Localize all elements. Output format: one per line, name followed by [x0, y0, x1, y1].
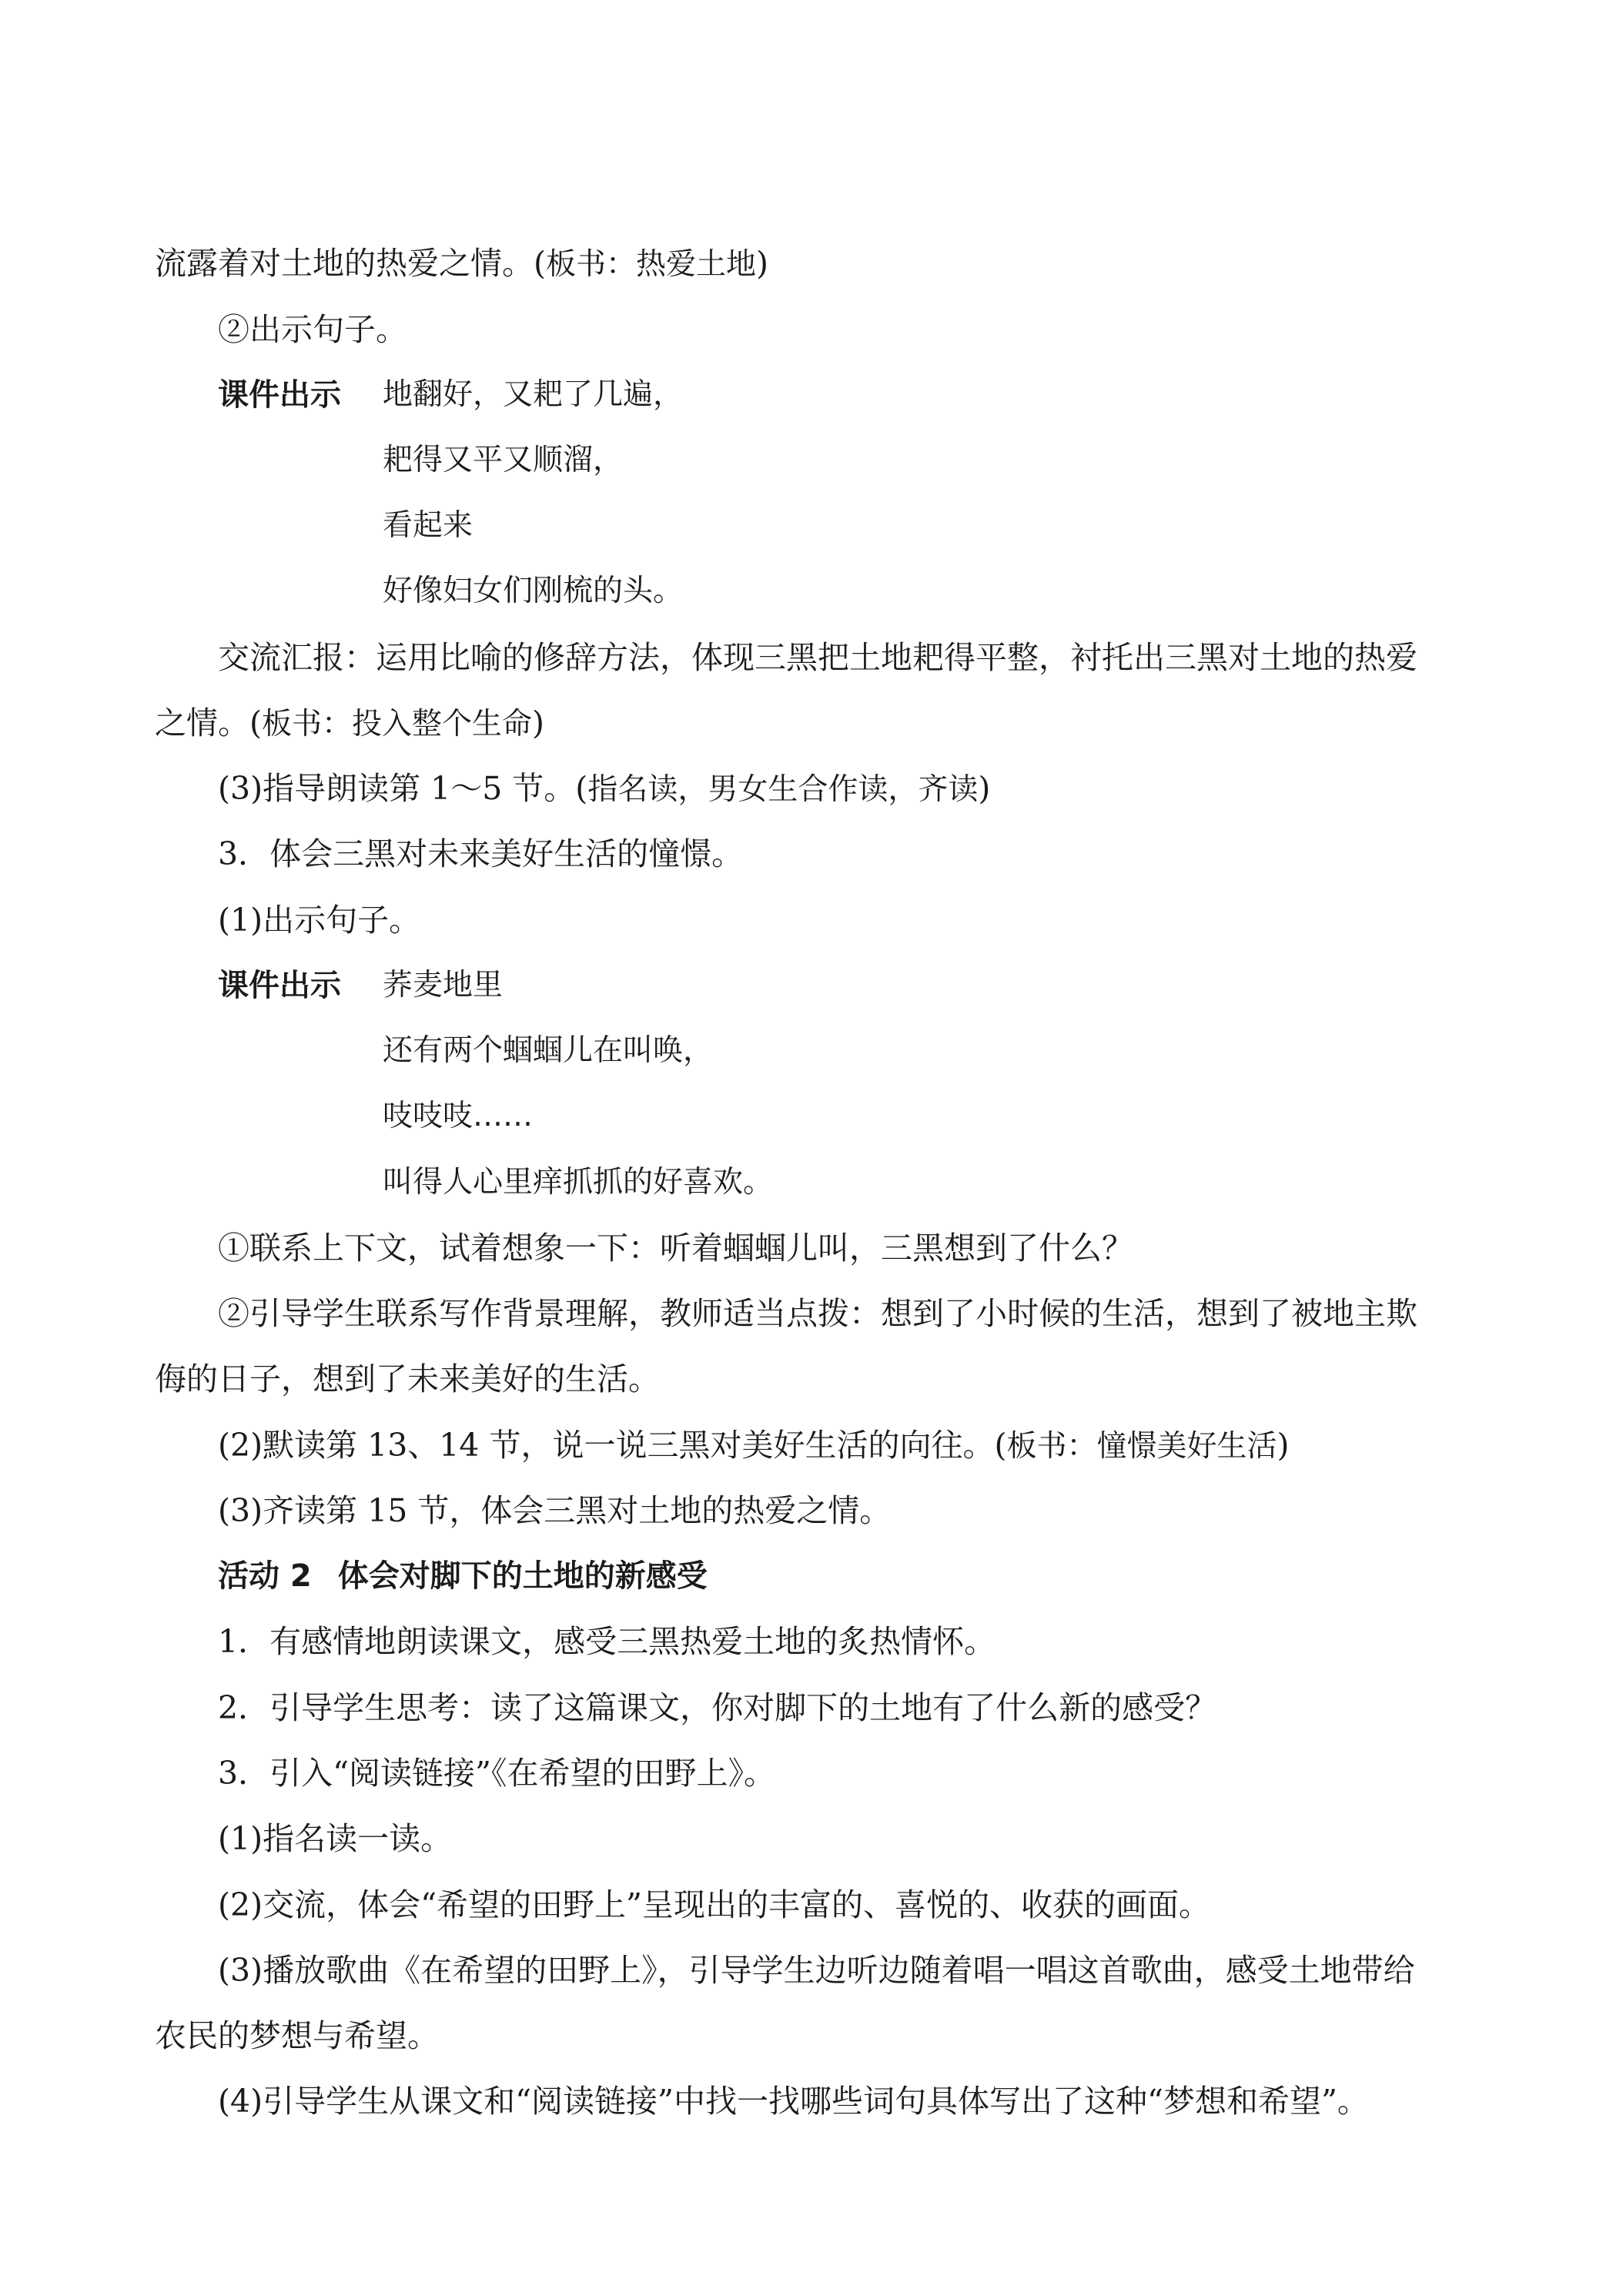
activity-heading — [218, 1557, 708, 1595]
paragraph-text: 流露着对土地的热爱之情。( — [155, 245, 546, 282]
poem-line: 耙得又平又顺溜， — [383, 443, 624, 477]
paragraph-line — [218, 1426, 1290, 1464]
paragraph-line: (1)指名读一读。 — [218, 1820, 453, 1857]
paragraph-line: 2．引导学生思考：读了这篇课文，你对脚下的土地有了什么新的感受？ — [218, 1689, 1217, 1726]
step-show-sentence: (1)出示句子。 — [218, 902, 421, 939]
poem-line: 看起来 — [383, 508, 474, 543]
paragraph-line: (3)齐读第 15 节，体会三黑对土地的热爱之情。 — [218, 1492, 892, 1529]
activity-title: 体会对脚下的土地的新感受 — [337, 1558, 708, 1594]
paragraph-text: (2)默读第 13、14 节，说一说三黑对美好生活的向往。( — [218, 1427, 1007, 1464]
paren-close: ) — [978, 770, 991, 807]
activity-number: 活动 2 — [218, 1558, 312, 1594]
board-note: 板书：投入整个生命 — [262, 707, 533, 741]
courseware-label: 课件出示 — [218, 377, 341, 413]
paragraph-continuation — [155, 244, 768, 283]
paragraph-line: ①联系上下文，试着想象一下：听着蝈蝈儿叫，三黑想到了什么？ — [218, 1230, 1133, 1267]
courseware-label: 课件出示 — [218, 968, 341, 1003]
poem-line: 地翻好，又耙了几遍， — [383, 377, 684, 412]
paren-close: ) — [756, 245, 769, 282]
step-heading: 3．体会三黑对未来美好生活的憧憬。 — [218, 835, 744, 872]
paragraph-line: (3)播放歌曲《在希望的田野上》，引导学生边听边随着唱一唱这首歌曲，感受土地带给 — [218, 1952, 1415, 1989]
paragraph-line: 1．有感情地朗读课文，感受三黑热爱土地的炙热情怀。 — [218, 1623, 996, 1660]
paragraph-line — [218, 769, 990, 808]
poem-line: 还有两个蝈蝈儿在叫唤， — [383, 1033, 714, 1068]
paren-close: ) — [1277, 1427, 1290, 1464]
board-note: 板书：憧憬美好生活 — [1006, 1429, 1277, 1464]
paragraph-line: (2)交流，体会“希望的田野上”呈现出的丰富的、喜悦的、收获的画面。 — [218, 1886, 1210, 1923]
paragraph-line: 3．引入“阅读链接”《在希望的田野上》。 — [218, 1755, 776, 1792]
poem-line: 吱吱吱…… — [383, 1099, 534, 1133]
paragraph-line: 侮的日子，想到了未来美好的生活。 — [155, 1361, 660, 1397]
paragraph-line: ②引导学生联系写作背景理解，教师适当点拨：想到了小时候的生活，想到了被地主欺 — [218, 1295, 1417, 1332]
reading-note: 指名读，男女生合作读，齐读 — [587, 772, 979, 807]
paragraph-text: 之情。( — [155, 705, 262, 741]
board-note: 板书：热爱土地 — [546, 247, 757, 282]
paragraph-text: (3)指导朗读第 1～5 节。( — [218, 770, 588, 807]
paragraph-line: (4)引导学生从课文和“阅读链接”中找一找哪些词句具体写出了这种“梦想和希望”。 — [218, 2083, 1369, 2120]
paragraph-line — [155, 704, 544, 742]
poem-line: 好像妇女们刚梳的头。 — [383, 574, 684, 608]
step-show-sentence: ②出示句子。 — [218, 311, 407, 348]
paren-close: ) — [532, 705, 545, 741]
paragraph-line: 交流汇报：运用比喻的修辞方法，体现三黑把土地耙得平整，衬托出三黑对土地的热爱 — [218, 639, 1417, 676]
poem-line: 荞麦地里 — [383, 968, 504, 1002]
poem-line: 叫得人心里痒抓抓的好喜欢。 — [383, 1165, 774, 1200]
paragraph-line: 农民的梦想与希望。 — [155, 2017, 439, 2054]
